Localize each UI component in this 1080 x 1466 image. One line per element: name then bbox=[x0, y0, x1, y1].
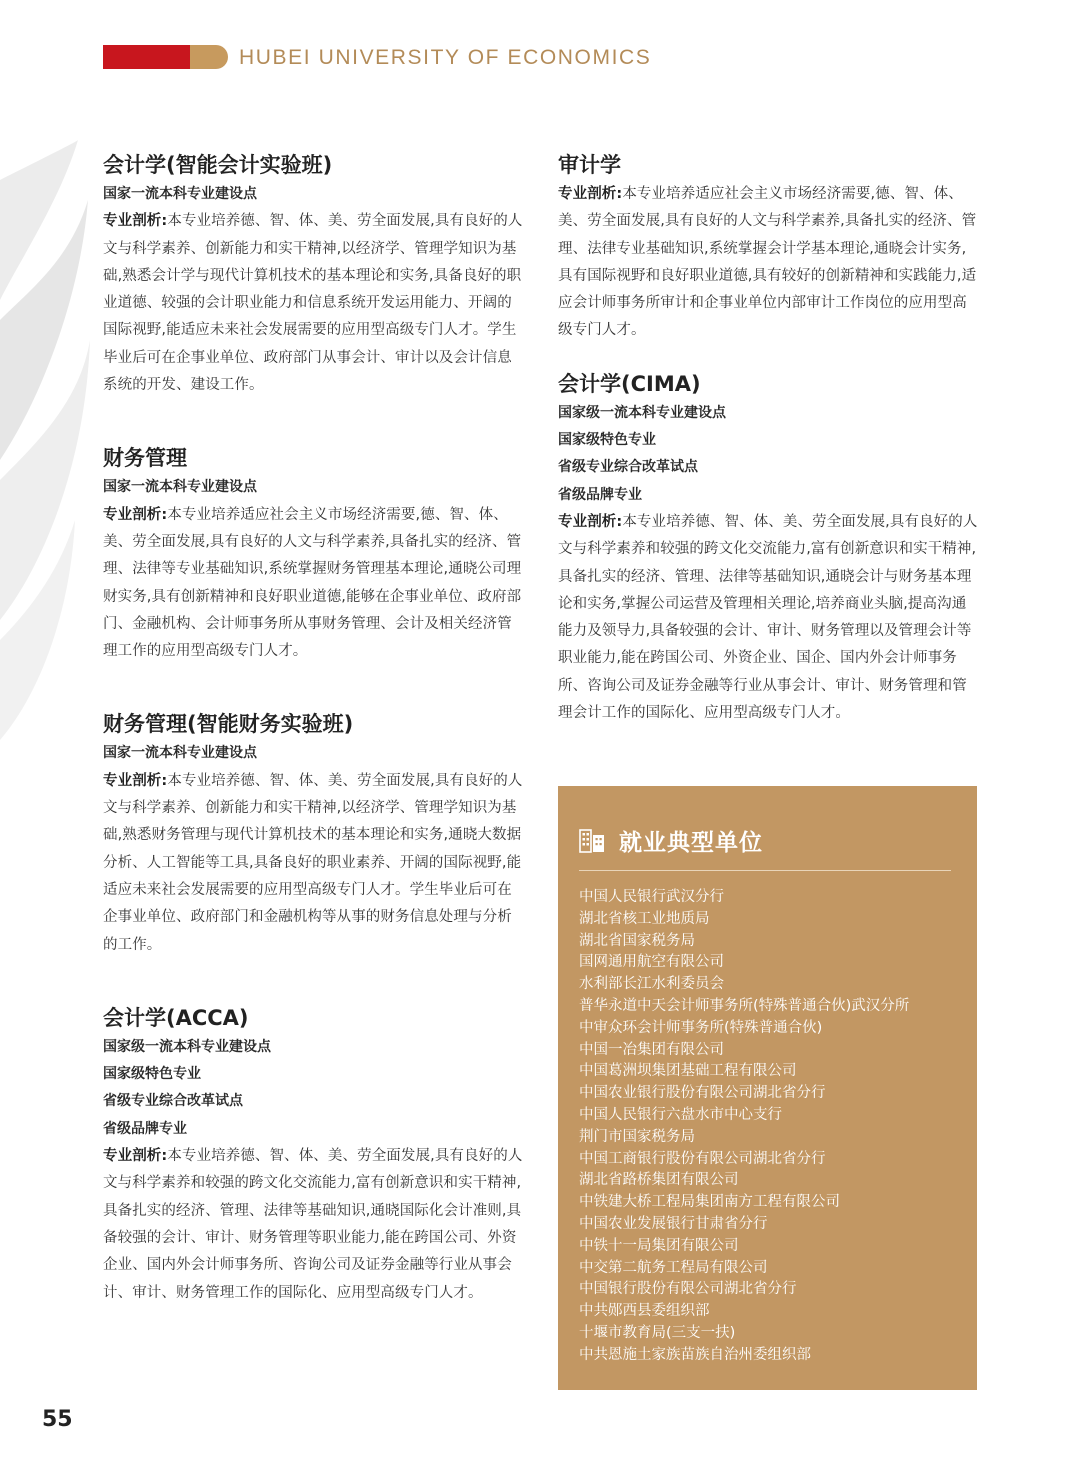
major-title: 财务管理(智能财务实验班) bbox=[103, 712, 354, 737]
employers-list bbox=[579, 887, 955, 1367]
analysis-label: 专业剖析: bbox=[103, 213, 168, 230]
analysis-text: 本专业培养德、智、体、美、劳全面发展,具有良好的人文与科学素养、创新能力和实干精神,以经济学、管理学知识为基础,熟悉财务管理与现代计算机技术的基本理论和实务,通晓大数据分析、人工智能等工具,具备良好的职业素养、开阔的国际视野,能适应未来社会发展需要的应用型高级专门人才。学生毕业后可在企事业单位、政府部门和金融机构等从事的财务信息处理与分析的工作。 bbox=[103, 772, 523, 953]
building-icon bbox=[579, 827, 605, 853]
analysis-text: 本专业培养适应社会主义市场经济需要,德、智、体、美、劳全面发展,具有良好的人文与科学素养,具备扎实的经济、管理、法律专业基础知识,系统掌握会计学基本理论,通晓会计实务,具有国际视野和良好职业道德,具有较好的创新精神和实践能力,适应会计师事务所审计和企事业单位内部审计工作岗位的应用型高级专门人才。 bbox=[558, 186, 977, 339]
major-analysis bbox=[558, 181, 978, 345]
major-tag: 国家一流本科专业建设点 bbox=[103, 745, 257, 762]
analysis-label: 专业剖析: bbox=[103, 1148, 168, 1165]
major-analysis bbox=[103, 502, 523, 666]
employer-item: 中交第二航务工程局有限公司 bbox=[579, 1259, 768, 1276]
employers-header bbox=[579, 820, 955, 860]
employers-box bbox=[558, 786, 977, 1390]
analysis-text: 本专业培养德、智、体、美、劳全面发展,具有良好的人文与科学素养和较强的跨文化交流能力,富有创新意识和实干精神,具备扎实的经济、管理、法律等基础知识,通晓国际化会计准则,具备较强的会计、审计、财务管理等职业能力,能在跨国公司、外资企业、国内外会计师事务所、咨询公司及证券金融等行业从事会计、审计、财务管理工作的国际化、应用型高级专门人才。 bbox=[103, 1148, 523, 1301]
employers-divider bbox=[579, 870, 951, 871]
major-section bbox=[103, 709, 523, 958]
employer-item: 湖北省核工业地质局 bbox=[579, 910, 710, 927]
analysis-label: 专业剖析: bbox=[103, 506, 168, 523]
employer-item: 中国农业银行股份有限公司湖北省分行 bbox=[579, 1085, 826, 1102]
analysis-label: 专业剖析: bbox=[103, 772, 168, 789]
major-title: 审计学 bbox=[558, 153, 621, 177]
major-analysis bbox=[103, 1143, 523, 1307]
analysis-text: 本专业培养德、智、体、美、劳全面发展,具有良好的人文与科学素养和较强的跨文化交流能力,富有创新意识和实干精神,具备扎实的经济、管理、法律等基础知识,通晓会计与财务基本理论和实务,掌握公司运营及管理相关理论,培养商业头脑,提高沟通能力及领导力,具备较强的会计、审计、财务管理以及管理会计等职业能力,能在跨国公司、外资企业、国企、国内外会计师事务所、咨询公司及证券金融等行业从事会计、审计、财务管理和管理会计工作的国际化、应用型高级专门人才。 bbox=[558, 513, 978, 722]
major-section bbox=[558, 150, 978, 345]
major-analysis bbox=[558, 509, 978, 727]
analysis-text: 本专业培养德、智、体、美、劳全面发展,具有良好的人文与科学素养、创新能力和实干精神,以经济学、管理学知识为基础,熟悉会计学与现代计算机技术的基本理论和实务,具备良好的职业道德、较强的会计职业能力和信息系统开发运用能力、开阔的国际视野,能适应未来社会发展需要的应用型高级专门人才。学生毕业后可在企事业单位、政府部门从事会计、审计以及会计信息系统的开发、建设工作。 bbox=[103, 213, 523, 394]
employer-item: 中铁十一局集团有限公司 bbox=[579, 1237, 739, 1254]
major-title: 会计学(CIMA) bbox=[558, 371, 701, 396]
employer-item: 中国银行股份有限公司湖北省分行 bbox=[579, 1281, 797, 1298]
major-tag: 国家一流本科专业建设点 bbox=[103, 186, 257, 202]
header-accent-red bbox=[103, 45, 193, 69]
left-column bbox=[103, 150, 523, 1307]
employer-item: 国网通用航空有限公司 bbox=[579, 954, 724, 971]
employer-item: 湖北省国家税务局 bbox=[579, 932, 695, 949]
employers-title: 就业典型单位 bbox=[619, 829, 763, 856]
major-tag: 国家级特色专业 bbox=[103, 1066, 201, 1083]
employer-item: 中共郧西县委组织部 bbox=[579, 1303, 710, 1320]
major-tag: 国家级特色专业 bbox=[558, 432, 656, 449]
major-title: 财务管理 bbox=[103, 446, 187, 471]
major-analysis bbox=[103, 208, 523, 399]
major-title: 会计学(ACCA) bbox=[103, 1005, 249, 1030]
header-title: HUBEI UNIVERSITY OF ECONOMICS bbox=[239, 46, 652, 69]
major-section bbox=[558, 369, 978, 728]
employer-item: 普华永道中天会计师事务所(特殊普通合伙)武汉分所 bbox=[579, 997, 910, 1014]
analysis-label: 专业剖析: bbox=[558, 513, 623, 530]
employer-item: 中铁建大桥工程局集团南方工程有限公司 bbox=[579, 1194, 840, 1211]
employer-item: 十堰市教育局(三支一扶) bbox=[579, 1324, 736, 1341]
employer-item: 中国人民银行武汉分行 bbox=[579, 889, 724, 905]
page-number: 55 bbox=[42, 1407, 73, 1432]
right-column bbox=[558, 150, 978, 727]
employer-item: 中国工商银行股份有限公司湖北省分行 bbox=[579, 1150, 826, 1167]
analysis-text: 本专业培养适应社会主义市场经济需要,德、智、体、美、劳全面发展,具有良好的人文与科学素养,具备扎实的经济、管理、法律等专业基础知识,系统掌握财务管理基本理论,通晓公司理财实务,具有创新精神和良好职业道德,能够在企事业单位、政府部门、金融机构、会计师事务所从事财务管理、会计及相关经济管理工作的应用型高级专门人才。 bbox=[103, 506, 522, 660]
employer-item: 湖北省路桥集团有限公司 bbox=[579, 1172, 739, 1189]
employer-item: 中国葛洲坝集团基础工程有限公司 bbox=[579, 1063, 797, 1080]
major-analysis bbox=[103, 768, 523, 959]
employer-item: 水利部长江水利委员会 bbox=[579, 976, 724, 993]
major-section bbox=[103, 150, 523, 399]
major-section bbox=[103, 443, 523, 665]
analysis-label: 专业剖析: bbox=[558, 186, 623, 202]
major-tag: 国家级一流本科专业建设点 bbox=[558, 404, 726, 421]
decorative-ribbon bbox=[0, 140, 90, 760]
employer-item: 中共恩施土家族苗族自治州委组织部 bbox=[579, 1346, 811, 1363]
employer-item: 中国农业发展银行甘肃省分行 bbox=[579, 1215, 768, 1232]
major-tag: 省级品牌专业 bbox=[103, 1120, 187, 1137]
major-tag: 国家级一流本科专业建设点 bbox=[103, 1038, 271, 1055]
major-tag: 省级品牌专业 bbox=[558, 486, 642, 503]
major-section bbox=[103, 1003, 523, 1307]
employer-item: 中国一冶集团有限公司 bbox=[579, 1041, 724, 1058]
major-tag: 省级专业综合改革试点 bbox=[103, 1093, 243, 1110]
major-tag: 省级专业综合改革试点 bbox=[558, 459, 698, 476]
employer-item: 中审众环会计师事务所(特殊普通合伙) bbox=[579, 1019, 823, 1036]
employer-item: 中国人民银行六盘水市中心支行 bbox=[579, 1106, 782, 1123]
major-tag: 国家一流本科专业建设点 bbox=[103, 479, 257, 496]
major-title: 会计学(智能会计实验班) bbox=[103, 153, 333, 177]
header-accent-gold bbox=[190, 45, 228, 69]
employer-item: 荆门市国家税务局 bbox=[579, 1128, 695, 1145]
